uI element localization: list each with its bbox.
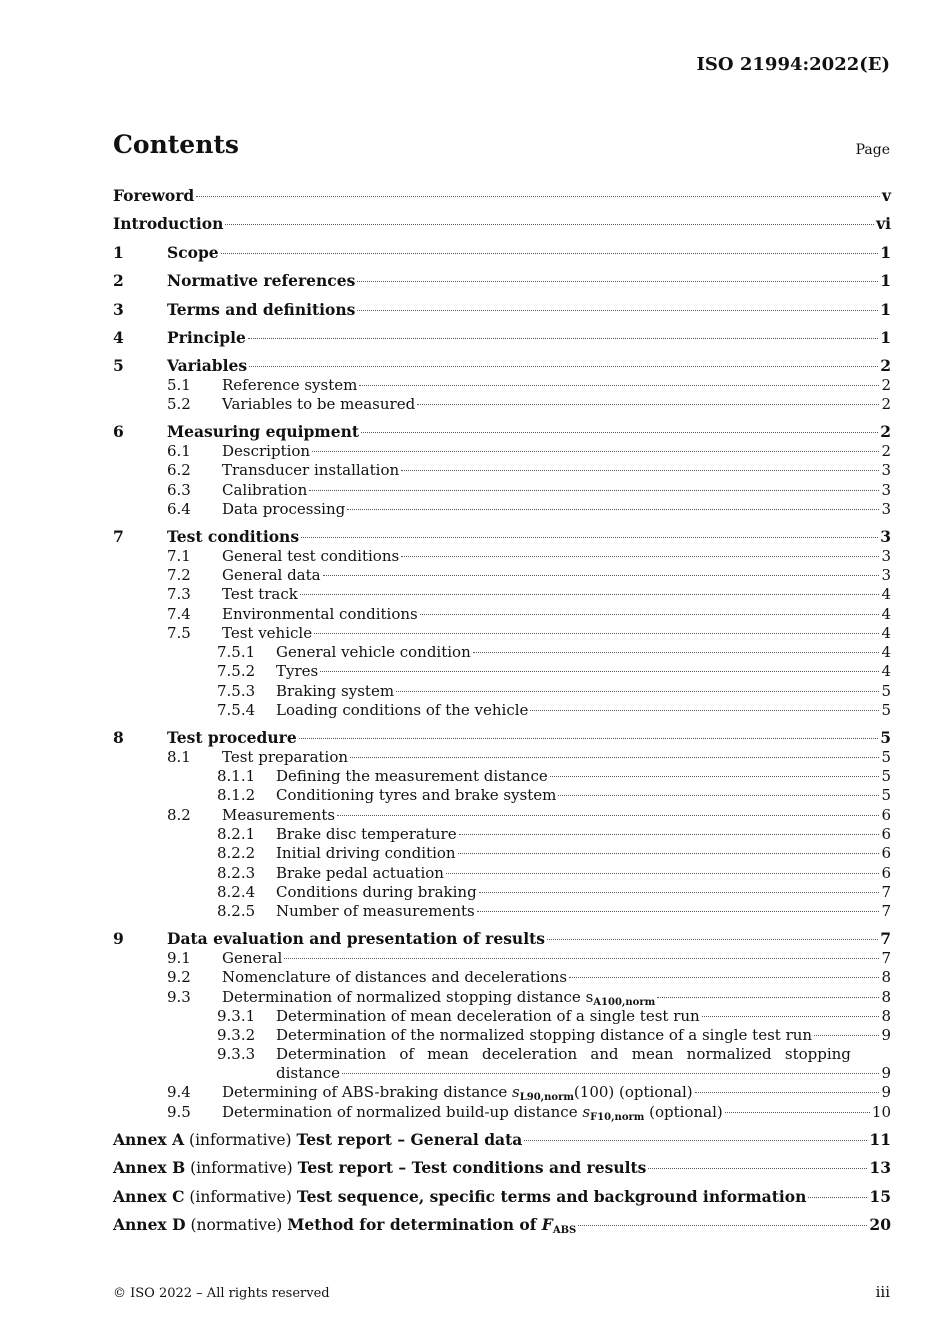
toc-entry-8[interactable]: [113, 727, 891, 748]
toc-title: Environmental conditions: [222, 604, 418, 623]
toc-page: 4: [881, 643, 891, 662]
dot-leader: [550, 776, 880, 777]
toc-page: 6: [881, 824, 891, 843]
toc-number: 7.5.3: [217, 681, 256, 700]
toc-entry-9-1[interactable]: [113, 949, 891, 968]
toc-page: 10: [871, 1102, 891, 1121]
toc-title: [113, 1214, 576, 1242]
toc-title-text: Determination of normalized stopping distance s: [222, 987, 594, 1006]
toc-title: Variables: [167, 356, 248, 376]
toc-entry-8-2-1[interactable]: [113, 825, 891, 844]
toc-page: 3: [881, 565, 891, 584]
toc-number: 6: [113, 422, 124, 442]
toc-title: General: [222, 948, 283, 967]
toc-entry-9[interactable]: [113, 928, 891, 949]
dot-leader: [299, 738, 879, 739]
toc-number: 9.1: [167, 948, 191, 967]
dot-leader: [808, 1197, 867, 1198]
toc-number: 6.4: [167, 499, 191, 518]
toc-page: 13: [869, 1158, 891, 1178]
toc-entry-8-1[interactable]: [113, 748, 891, 767]
dot-leader: [458, 853, 880, 854]
page-number: iii: [875, 1283, 890, 1301]
dot-leader: [249, 366, 878, 367]
dot-leader: [479, 892, 880, 893]
dot-leader: [558, 795, 879, 796]
toc-title: Brake pedal actuation: [276, 863, 444, 882]
toc-title: Introduction: [113, 214, 224, 234]
toc-number: 8.2.4: [217, 882, 256, 901]
toc-page: 3: [881, 546, 891, 565]
toc-entry-3[interactable]: [113, 299, 891, 327]
toc-entry-9-3-1[interactable]: [113, 1007, 891, 1026]
toc-page: 8: [881, 1006, 891, 1025]
toc-entry-7-5-3[interactable]: [113, 682, 891, 701]
toc-title: [113, 1186, 806, 1208]
toc-number: 9: [113, 929, 124, 949]
annex-label: Annex D: [113, 1215, 186, 1235]
toc-title: Reference system: [222, 375, 358, 394]
toc-title: Foreword: [113, 186, 195, 205]
dot-leader: [695, 1092, 880, 1093]
toc-number: 8.1.1: [217, 767, 256, 786]
toc-title-suffix: (100) (optional): [573, 1083, 693, 1102]
toc-page: 6: [881, 844, 891, 863]
toc-entry-9-2[interactable]: [113, 968, 891, 987]
annex-kind: (informative): [184, 1187, 297, 1206]
annex-title: Test report – General data: [296, 1130, 523, 1150]
dot-leader: [473, 652, 880, 653]
toc-title: Conditions during braking: [276, 882, 477, 901]
page-column-label: Page: [855, 142, 890, 158]
toc-title: Test track: [222, 585, 298, 604]
toc-entry-5-2[interactable]: [113, 395, 891, 414]
toc-page: 5: [881, 786, 891, 805]
toc-page: 9: [881, 1064, 891, 1083]
toc-page: 7: [880, 929, 891, 949]
word: deceleration: [482, 1045, 578, 1064]
toc-entry-5-1[interactable]: [113, 376, 891, 395]
toc-title: Brake disc temperature: [276, 824, 457, 843]
word: stopping: [784, 1045, 851, 1064]
annex-label: Annex B: [113, 1158, 186, 1178]
toc-number: 4: [113, 327, 124, 347]
word: of: [399, 1045, 414, 1064]
toc-entry-7-5-4[interactable]: [113, 701, 891, 720]
toc-title: Conditioning tyres and brake system: [276, 786, 557, 805]
toc-number: 8.2.2: [217, 844, 256, 863]
toc-page: vi: [876, 214, 891, 234]
toc-title: Initial driving condition: [276, 844, 456, 863]
toc-entry-7-5-2[interactable]: [113, 662, 891, 681]
toc-title: [113, 1157, 646, 1179]
toc-title-text: Determining of ABS-braking distance: [222, 1083, 512, 1102]
dot-leader: [357, 281, 878, 282]
dot-leader: [337, 815, 879, 816]
dot-leader: [309, 490, 879, 491]
toc-entry-6[interactable]: [113, 421, 891, 442]
toc-entry-9-3-2[interactable]: [113, 1026, 891, 1045]
toc-page: 6: [881, 863, 891, 882]
toc-page: 3: [880, 527, 891, 547]
toc-title-suffix: (optional): [644, 1102, 723, 1121]
word: mean: [427, 1045, 469, 1064]
toc-page: 2: [881, 395, 891, 414]
dot-leader: [357, 310, 878, 311]
toc-entry-7[interactable]: [113, 526, 891, 547]
dot-leader: [300, 594, 880, 595]
toc-entry-8-1-1[interactable]: [113, 767, 891, 786]
annex-title: Method for determination of: [287, 1215, 542, 1235]
toc-page: 1: [880, 299, 891, 319]
dot-leader: [401, 470, 879, 471]
dot-leader: [361, 432, 878, 433]
dot-leader: [221, 253, 879, 254]
toc-page: 5: [881, 701, 891, 719]
toc-number: 8.2.5: [217, 902, 256, 921]
toc-number: 8.1.2: [217, 786, 256, 805]
toc-number: 7.1: [167, 546, 191, 565]
toc-entry-9-3-3[interactable]: [113, 1045, 891, 1083]
toc-title: Normative references: [167, 271, 356, 291]
toc-page: 2: [881, 375, 891, 394]
variable: F: [541, 1215, 553, 1235]
toc-entry-9-3[interactable]: [113, 988, 891, 1007]
toc-entry-9-5[interactable]: [113, 1103, 891, 1122]
toc-page: 7: [881, 882, 891, 901]
dot-leader: [284, 958, 879, 959]
subscript: L90,norm: [519, 1092, 574, 1104]
toc-page: 9: [881, 1083, 891, 1102]
toc-number: 9.3: [167, 987, 191, 1006]
annex-title: Test report – Test conditions and results: [297, 1158, 647, 1178]
dot-leader: [417, 404, 879, 405]
toc-page: 2: [881, 441, 891, 460]
dot-leader: [401, 556, 879, 557]
dot-leader: [702, 1016, 880, 1017]
toc-title-text: Determination of normalized build-up distance: [222, 1102, 583, 1121]
toc-page: 5: [881, 767, 891, 786]
toc-page: 5: [881, 681, 891, 700]
toc-number: 7.3: [167, 585, 191, 604]
toc-entry-8-2-3[interactable]: [113, 864, 891, 883]
dot-leader: [420, 614, 880, 615]
toc-page: 2: [880, 422, 891, 442]
toc-number: 9.3.2: [217, 1026, 256, 1045]
toc-page: 7: [881, 948, 891, 967]
dot-leader: [323, 575, 880, 576]
annex-title: Test sequence, specific terms and background information: [296, 1186, 807, 1206]
toc-page: 8: [881, 987, 891, 1006]
toc-number: 2: [113, 271, 124, 291]
toc-entry-6-4[interactable]: [113, 500, 891, 519]
toc-title: Principle: [167, 327, 246, 347]
toc-title-line2: distance: [276, 1064, 341, 1083]
toc-entry-1[interactable]: [113, 242, 891, 270]
dot-leader: [547, 939, 878, 940]
toc-title: Determination of mean deceleration of a single test run: [276, 1006, 700, 1025]
dot-leader: [477, 911, 880, 912]
toc-number: 3: [113, 299, 124, 319]
toc-title: Terms and definitions: [167, 299, 356, 319]
toc-page: 2: [880, 356, 891, 376]
dot-leader: [657, 997, 879, 998]
subscript: F10,norm: [590, 1111, 645, 1123]
toc-entry-annex-a[interactable]: [113, 1129, 891, 1157]
toc-title: Data processing: [222, 499, 346, 518]
toc-entry-5[interactable]: [113, 355, 891, 376]
toc-page: 1: [880, 242, 891, 262]
toc-page: 9: [881, 1026, 891, 1045]
toc-number: 6.2: [167, 461, 191, 480]
annex-label: Annex C: [113, 1186, 185, 1206]
toc-page: 11: [869, 1130, 891, 1150]
toc-title: Test procedure: [167, 728, 297, 748]
toc-entry-6-2[interactable]: [113, 461, 891, 480]
toc-title: Transducer installation: [222, 461, 400, 480]
toc-page: 3: [881, 499, 891, 518]
toc-number: 7.5: [167, 623, 191, 642]
toc-title: Tyres: [276, 662, 319, 681]
toc-entry-annex-d[interactable]: [113, 1214, 891, 1242]
toc-page: 5: [880, 728, 891, 748]
toc-title: Test preparation: [222, 747, 349, 766]
annex-label: Annex A: [113, 1130, 185, 1150]
toc-title: Test conditions: [167, 527, 300, 547]
toc-entry-8-2-5[interactable]: [113, 902, 891, 921]
subscript: ABS: [552, 1225, 577, 1237]
toc-title: Measuring equipment: [167, 422, 360, 442]
toc-page: 4: [881, 662, 891, 681]
dot-leader: [648, 1168, 867, 1169]
dot-leader: [446, 873, 880, 874]
toc-number: 5.1: [167, 375, 191, 394]
toc-number: 5.2: [167, 395, 191, 414]
dot-leader: [459, 834, 880, 835]
toc-number: 7.4: [167, 604, 191, 623]
toc-number: 6.1: [167, 441, 191, 460]
toc-title: General data: [222, 565, 321, 584]
toc-page: 6: [881, 805, 891, 824]
toc-number: 7.2: [167, 565, 191, 584]
dot-leader: [248, 338, 878, 339]
toc-number: 9.5: [167, 1102, 191, 1121]
toc-entry-4[interactable]: [113, 327, 891, 355]
toc-page: 20: [869, 1215, 891, 1235]
toc-entry-7-5[interactable]: [113, 624, 891, 643]
dot-leader: [225, 224, 874, 225]
word: and: [590, 1045, 619, 1064]
toc-page: 1: [880, 327, 891, 347]
toc-entry-annex-b[interactable]: [113, 1157, 891, 1185]
word: normalized: [686, 1045, 772, 1064]
toc-page: 4: [881, 604, 891, 623]
toc-entry-9-4[interactable]: [113, 1083, 891, 1102]
toc-number: 6.3: [167, 480, 191, 499]
dot-leader: [524, 1140, 867, 1141]
contents-title: Contents: [113, 130, 240, 159]
toc-number: 9.3.1: [217, 1006, 256, 1025]
toc-title: Braking system: [276, 681, 395, 700]
toc-title: Description: [222, 441, 311, 460]
variable: s: [582, 1102, 591, 1121]
toc-title: Calibration: [222, 480, 308, 499]
dot-leader: [301, 537, 878, 538]
toc-page: 4: [881, 585, 891, 604]
toc-entry-8-1-2[interactable]: [113, 786, 891, 805]
toc-number: 8.2: [167, 805, 191, 824]
toc-title: Determination of the normalized stopping distance of a single test run: [276, 1026, 813, 1045]
annex-kind: (informative): [184, 1131, 297, 1150]
dot-leader: [530, 710, 879, 711]
toc-number: 5: [113, 356, 124, 376]
dot-leader: [350, 757, 879, 758]
toc-entry-7-3[interactable]: [113, 585, 891, 604]
dot-leader: [814, 1035, 879, 1036]
toc-title: Data evaluation and presentation of results: [167, 929, 545, 949]
dot-leader: [725, 1112, 870, 1113]
annex-kind: (informative): [185, 1159, 298, 1178]
toc-number: 7.5.2: [217, 662, 256, 681]
toc-title: Scope: [167, 242, 219, 262]
toc-page: 5: [881, 747, 891, 766]
dot-leader: [347, 509, 879, 510]
toc-title: [222, 1103, 723, 1127]
toc-number: 9.4: [167, 1083, 191, 1102]
toc-number: 9.2: [167, 968, 191, 987]
toc-entry-8-2[interactable]: [113, 806, 891, 825]
toc-number: 8.1: [167, 747, 191, 766]
toc-title: Measurements: [222, 805, 336, 824]
toc-entry-foreword[interactable]: [113, 185, 891, 213]
toc-title: Loading conditions of the vehicle: [276, 701, 529, 719]
dot-leader: [312, 451, 879, 452]
copyright-notice: © ISO 2022 – All rights reserved: [113, 1286, 330, 1301]
toc-title: [113, 1129, 522, 1151]
toc-number: 7.5.1: [217, 643, 256, 662]
toc-entry-7-1[interactable]: [113, 547, 891, 566]
toc-entry-8-2-2[interactable]: [113, 844, 891, 863]
dot-leader: [578, 1225, 867, 1226]
toc-page: 8: [881, 968, 891, 987]
dot-leader: [320, 671, 879, 672]
toc-title: General test conditions: [222, 546, 400, 565]
toc-number: 7: [113, 527, 124, 547]
toc-entry-7-2[interactable]: [113, 566, 891, 585]
toc-number: 8.2.1: [217, 824, 256, 843]
toc-page: 3: [881, 461, 891, 480]
toc-entry-7-5-1[interactable]: [113, 643, 891, 662]
toc-title-line1: [276, 1045, 891, 1064]
toc-page: 15: [869, 1186, 891, 1206]
toc-page: 3: [881, 480, 891, 499]
toc-title: Number of measurements: [276, 902, 475, 921]
toc-page: 7: [881, 902, 891, 921]
word: mean: [631, 1045, 674, 1064]
toc-title: Variables to be measured: [222, 395, 416, 414]
toc-number: 8.2.3: [217, 863, 256, 882]
annex-kind: (normative): [185, 1216, 288, 1235]
document-id: ISO 21994:2022(E): [696, 54, 890, 75]
toc-entry-6-3[interactable]: [113, 481, 891, 500]
toc-entry-8-2-4[interactable]: [113, 883, 891, 902]
dot-leader: [314, 633, 879, 634]
toc-entry-7-4[interactable]: [113, 605, 891, 624]
toc-page: 4: [881, 623, 891, 642]
toc-title: Test vehicle: [222, 623, 313, 642]
toc-entry-annex-c[interactable]: [113, 1186, 891, 1214]
toc-title: General vehicle condition: [276, 643, 471, 662]
toc-number: 7.5.4: [217, 701, 256, 719]
toc-entry-introduction[interactable]: [113, 213, 891, 241]
toc-number: 8: [113, 728, 124, 748]
variable: s: [512, 1083, 520, 1102]
dot-leader: [359, 385, 879, 386]
toc-entry-6-1[interactable]: [113, 442, 891, 461]
dot-leader: [569, 977, 879, 978]
toc-entry-2[interactable]: [113, 270, 891, 298]
dot-leader: [196, 196, 880, 197]
toc-page: 1: [880, 271, 891, 291]
toc-number: 1: [113, 242, 124, 262]
toc-page: v: [881, 186, 891, 205]
toc-number: 9.3.3: [217, 1045, 256, 1064]
dot-leader: [342, 1073, 879, 1074]
word: Determination: [276, 1045, 387, 1064]
table-of-contents: [113, 185, 891, 1243]
dot-leader: [396, 691, 879, 692]
toc-title: Nomenclature of distances and decelerations: [222, 968, 568, 987]
toc-title: Defining the measurement distance: [276, 767, 548, 786]
subscript: A100,norm: [593, 996, 656, 1008]
